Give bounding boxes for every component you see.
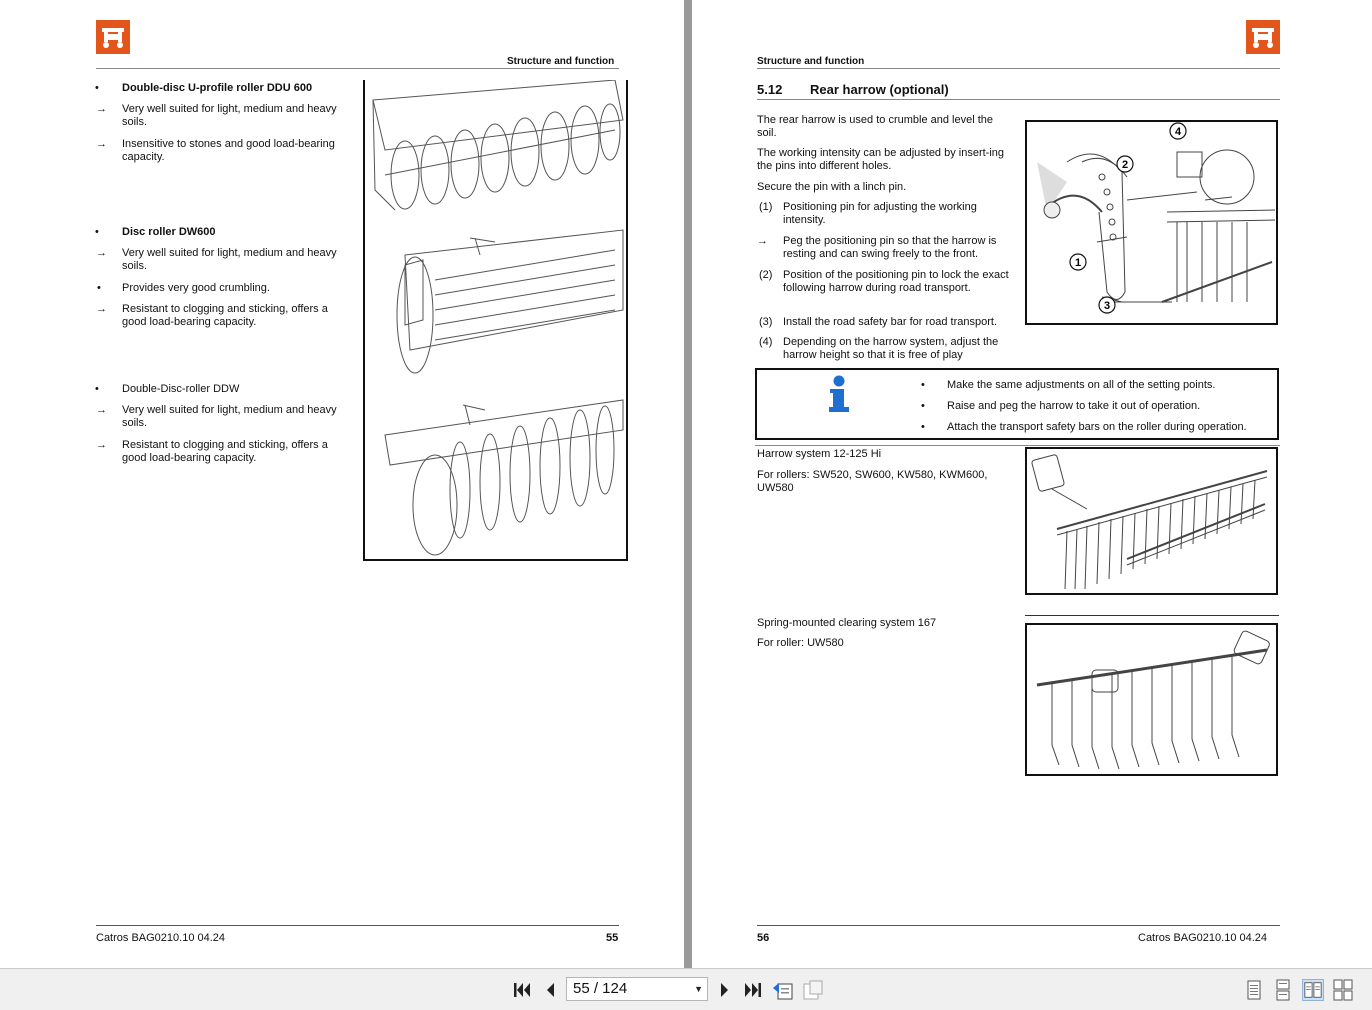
step-marker: (1): [759, 201, 773, 213]
callout-2: [1117, 156, 1133, 172]
single-page-icon: [1243, 979, 1265, 1001]
svg-text:1: 1: [1074, 257, 1082, 269]
section-item: Provides very good crumbling.: [122, 282, 270, 294]
callout-4: [1170, 123, 1186, 139]
info-box: [755, 368, 1279, 440]
step-marker: (2): [759, 269, 773, 281]
intro-paragraph: The working intensity can be adjusted by insert-ing the pins into different holes.: [757, 147, 1005, 172]
first-page-button[interactable]: [511, 979, 533, 1001]
intro-paragraph: Secure the pin with a linch pin.: [757, 181, 907, 193]
bullet-marker: •: [95, 383, 99, 395]
clearing-system-figure: [1025, 623, 1278, 776]
step-text: Positioning pin for adjusting the working intensity.: [783, 201, 977, 226]
svg-text:4: 4: [1174, 126, 1182, 138]
harrow-system-figure: [1025, 447, 1278, 595]
divider-rule: [1025, 615, 1279, 616]
section-title: Rear harrow (optional): [810, 82, 949, 97]
amazone-logo: [1246, 20, 1280, 54]
amazone-logo: [96, 20, 130, 54]
step-text: Depending on the harrow system, adjust the harrow height so that it is free of play: [783, 336, 999, 361]
last-page-button[interactable]: [742, 979, 764, 1001]
go-back-button[interactable]: [772, 979, 794, 1001]
harrow-system-drawing: [1027, 449, 1276, 593]
two-page-icon: [1303, 980, 1323, 1000]
section-title: Double-disc U-profile roller DDU 600: [122, 82, 313, 94]
arrow-marker: →: [96, 103, 107, 115]
info-item: Attach the transport safety bars on the roller during operation.: [947, 421, 1247, 433]
header-rule: [757, 68, 1280, 69]
go-forward-view-icon: [802, 979, 824, 1001]
callout-1: [1070, 254, 1086, 270]
page-gutter: [684, 0, 692, 968]
section-title: Disc roller DW600: [122, 226, 216, 238]
two-page-view-button[interactable]: [1302, 979, 1324, 1001]
previous-page-button[interactable]: [539, 979, 561, 1001]
svg-text:3: 3: [1103, 300, 1111, 312]
section-item: Very well suited for light, medium and heavy soils.: [122, 404, 337, 429]
bullet-marker: •: [95, 226, 99, 238]
bullet-marker: •: [97, 282, 101, 294]
page-number-input[interactable]: [566, 977, 708, 1001]
section-item: Insensitive to stones and good load-bearing capacity.: [122, 138, 335, 163]
left-page: [0, 0, 684, 968]
footer-rule: [757, 925, 1280, 926]
next-page-icon: [714, 979, 736, 1001]
rear-harrow-drawing: [1027, 122, 1276, 323]
section-item: Very well suited for light, medium and heavy soils.: [122, 103, 337, 128]
svg-text:2: 2: [1121, 159, 1129, 171]
page-number-display: 55 / 124: [573, 980, 628, 997]
bullet-marker: •: [921, 421, 925, 433]
step-text: Install the road safety bar for road transport.: [783, 316, 998, 328]
arrow-marker: →: [96, 247, 107, 259]
two-page-continuous-button[interactable]: [1332, 979, 1354, 1001]
step-marker: (4): [759, 336, 773, 348]
viewer-toolbar: [0, 968, 1372, 1010]
info-icon: [827, 375, 851, 413]
divider-rule: [755, 445, 1280, 446]
previous-page-icon: [539, 979, 561, 1001]
roller-drawings-image: [365, 80, 626, 559]
section-item: Resistant to clogging and sticking, offers a good load-bearing capacity.: [122, 303, 328, 328]
header-rule: [96, 68, 619, 69]
go-forward-button[interactable]: [802, 979, 824, 1001]
step-text: Peg the positioning pin so that the harrow is resting and can swing freely to the front.: [783, 235, 997, 260]
step-marker: →: [757, 235, 768, 247]
clearing-system-drawing: [1027, 625, 1276, 774]
section-rule: [757, 99, 1280, 100]
continuous-view-button[interactable]: [1272, 979, 1294, 1001]
section-number: 5.12: [757, 82, 783, 97]
footer-rule: [96, 925, 619, 926]
info-item: Raise and peg the harrow to take it out of operation.: [947, 400, 1201, 412]
section-item: Resistant to clogging and sticking, offers a good load-bearing capacity.: [122, 439, 328, 464]
bullet-marker: •: [921, 400, 925, 412]
clearing-system-rollers: For roller: UW580: [757, 637, 844, 649]
clearing-system-title: Spring-mounted clearing system 167: [757, 617, 937, 629]
rear-harrow-figure: [1025, 120, 1278, 325]
arrow-marker: →: [96, 404, 107, 416]
intro-paragraph: The rear harrow is used to crumble and level the soil.: [757, 114, 994, 139]
harrow-system-rollers: For rollers: SW520, SW600, KW580, KWM600, UW580: [757, 469, 988, 494]
go-back-view-icon: [772, 979, 794, 1001]
arrow-marker: →: [96, 439, 107, 451]
arrow-marker: →: [96, 303, 107, 315]
two-page-continuous-icon: [1332, 979, 1354, 1001]
page-header: Structure and function: [507, 56, 615, 67]
footer-page-number: 55: [606, 932, 619, 944]
last-page-icon: [742, 979, 764, 1001]
chevron-down-icon[interactable]: ▼: [694, 984, 703, 994]
footer-doc-id: Catros BAG0210.10 04.24: [96, 932, 226, 944]
bullet-marker: •: [921, 379, 925, 391]
info-item: Make the same adjustments on all of the setting points.: [947, 379, 1216, 391]
bullet-marker: •: [95, 82, 99, 94]
step-marker: (3): [759, 316, 773, 328]
footer-page-number: 56: [757, 932, 770, 944]
arrow-marker: →: [96, 138, 107, 150]
harrow-system-title: Harrow system 12-125 Hi: [757, 448, 882, 460]
right-page: [692, 0, 1372, 968]
section-item: Very well suited for light, medium and heavy soils.: [122, 247, 337, 272]
step-text: Position of the positioning pin to lock the exact following harrow during road transport.: [783, 269, 1009, 294]
footer-doc-id: Catros BAG0210.10 04.24: [1138, 932, 1268, 944]
single-page-view-button[interactable]: [1243, 979, 1265, 1001]
next-page-button[interactable]: [714, 979, 736, 1001]
roller-illustrations: [363, 80, 628, 561]
continuous-page-icon: [1272, 979, 1294, 1001]
callout-3: [1099, 297, 1115, 313]
section-title: Double-Disc-roller DDW: [122, 383, 240, 395]
page-header: Structure and function: [757, 56, 865, 67]
first-page-icon: [511, 979, 533, 1001]
